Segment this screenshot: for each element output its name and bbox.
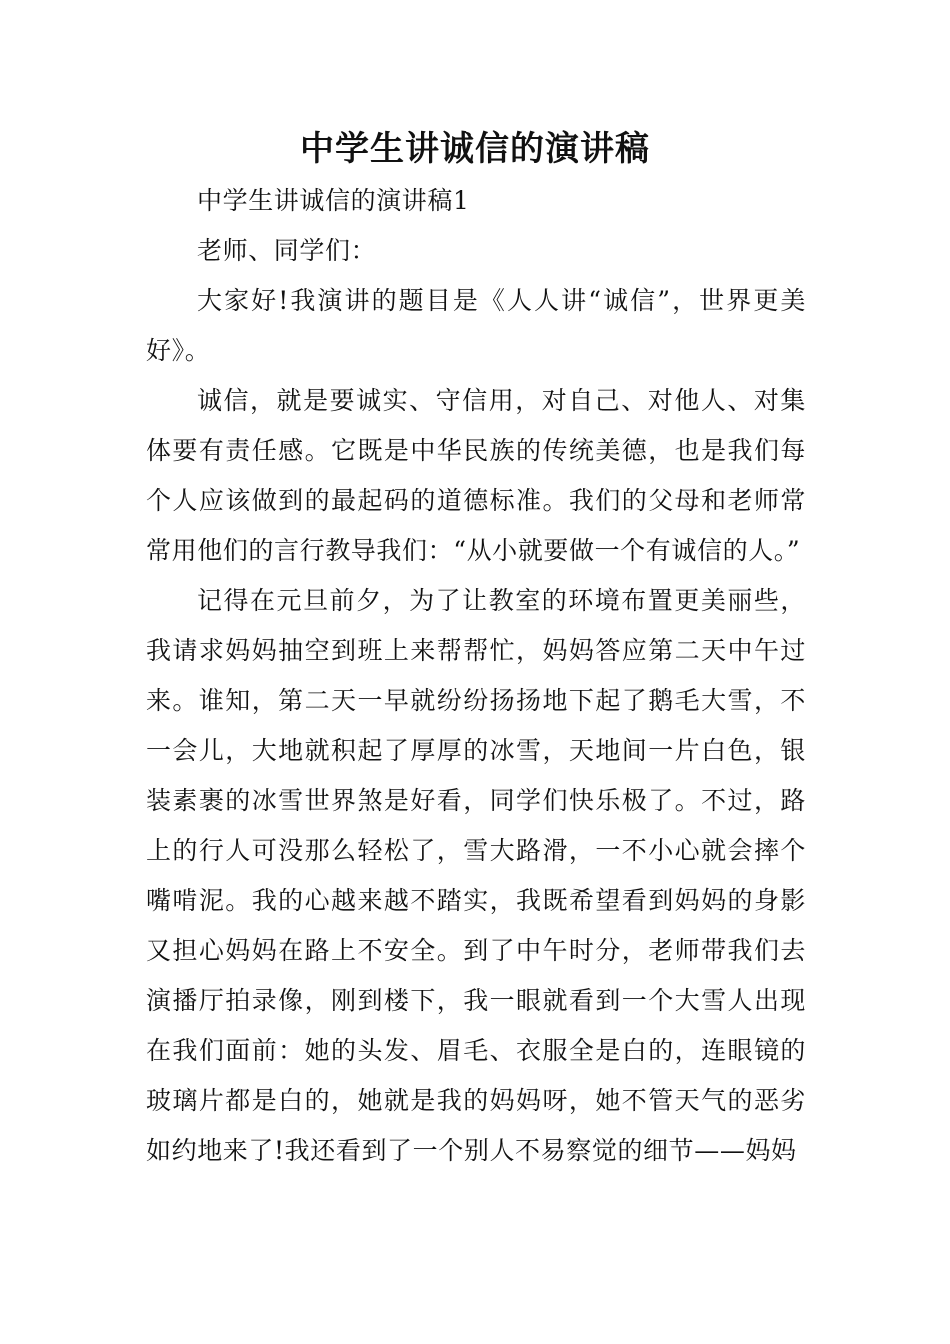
section-heading: 中学生讲诚信的演讲稿1 bbox=[197, 186, 470, 215]
paragraph: 大家好!我演讲的题目是《人人讲“诚信”，世界更美好》。 bbox=[146, 286, 806, 365]
document-body bbox=[146, 176, 806, 1176]
document-title: 中学生讲诚信的演讲稿 bbox=[300, 129, 650, 169]
paragraph: 记得在元旦前夕，为了让教室的环境布置更美丽些，我请求妈妈抽空到班上来帮帮忙，妈妈答应第二天中午过来。谁知，第二天一早就纷纷扬扬地下起了鹅毛大雪，不一会儿，大地就积起了厚厚的冰雪，天地间一片白色，银装素裹的冰雪世界煞是好看，同学们快乐极了。不过，路上的行人可没那么轻松了，雪大路滑，一不小心就会摔个嘴啃泥。我的心越来越不踏实，我既希望看到妈妈的身影又担心妈妈在路上不安全。到了中午时分，老师带我们去演播厅拍录像，刚到楼下，我一眼就看到一个大雪人出现在我们面前：她的头发、眉毛、衣服全是白的，连眼镜的玻璃片都是白的，她就是我的妈妈呀，她不管天气的恶劣如约地来了!我还看到了一个别人不易察觉的细节——妈妈 bbox=[146, 586, 806, 1165]
paragraph: 诚信，就是要诚实、守信用，对自己、对他人、对集体要有责任感。它既是中华民族的传统美德，也是我们每个人应该做到的最起码的道德标准。我们的父母和老师常常用他们的言行教导我们：“从小就要做一个有诚信的人。” bbox=[146, 386, 806, 565]
salutation: 老师、同学们： bbox=[197, 236, 377, 265]
